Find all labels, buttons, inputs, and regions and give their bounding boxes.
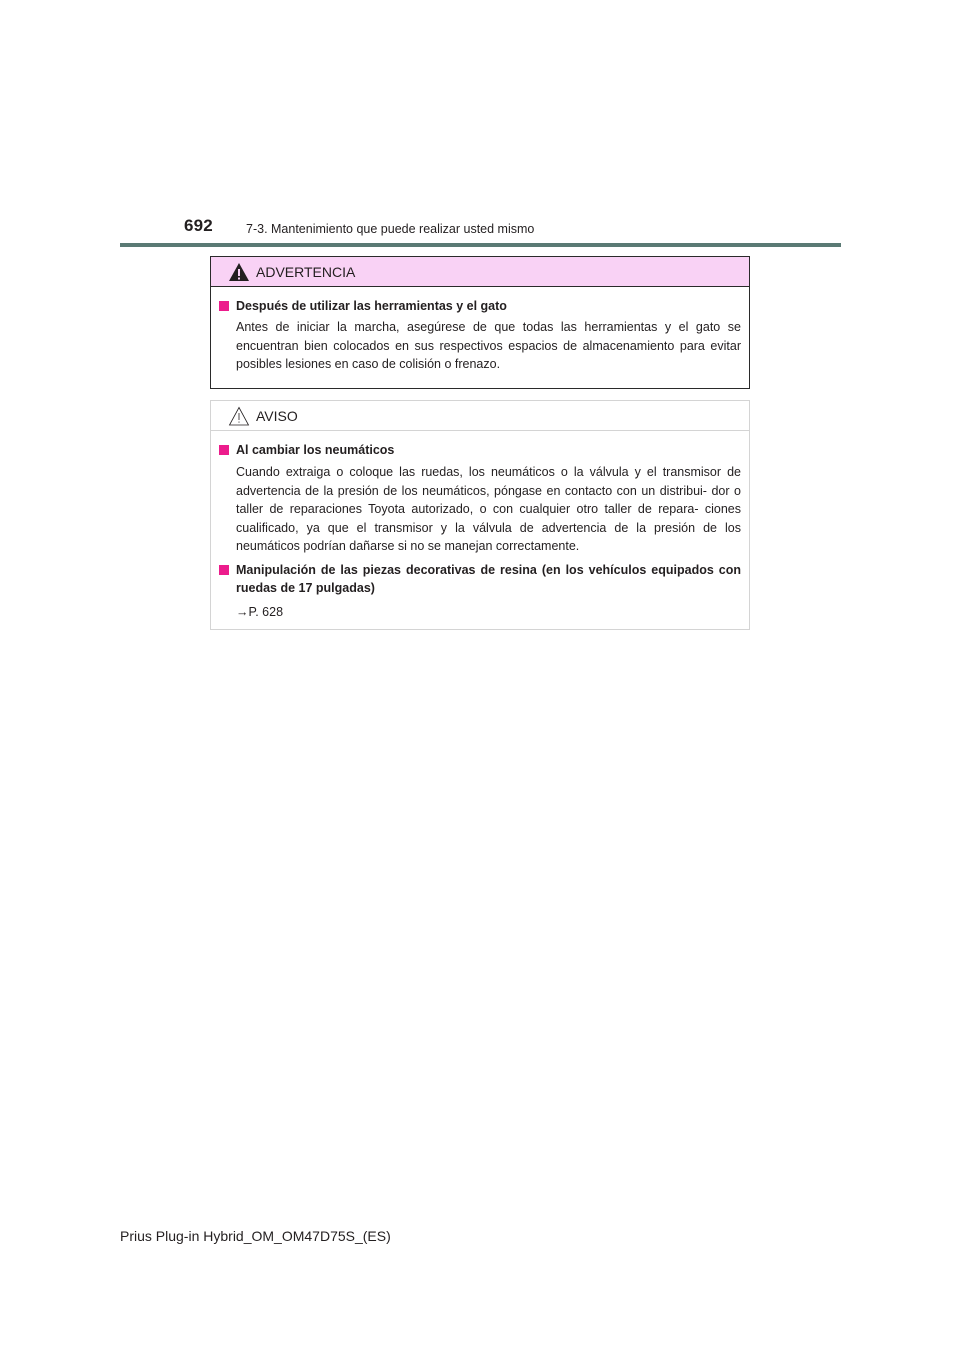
page-reference-link[interactable]: →P. 628 xyxy=(236,604,284,619)
notice-item-text: Cuando extraiga o coloque las ruedas, los neumáticos o la válvula y el transmisor de advertencia de la presión de los neumáticos, póngase en contacto con un distribui- dor o taller de reparaciones Toyota autorizado, o con cualquier otro taller de repara- ciones cualificado, ya que el transmisor y la válvula de advertencia de la presión de los neumáticos podrían dañarse si no se manejan correctamente. xyxy=(236,465,741,553)
warning-box xyxy=(210,256,750,389)
notice-box xyxy=(210,400,750,630)
section-title: 7-3. Mantenimiento que puede realizar usted mismo xyxy=(246,222,535,236)
notice-item-title: Manipulación de las piezas decorativas de resina (en los vehículos equipados con ruedas de 17 pulgadas) xyxy=(219,561,741,597)
warning-filled-triangle-icon xyxy=(228,262,250,282)
warning-outline-triangle-icon xyxy=(228,406,250,426)
warning-box-header xyxy=(211,257,749,287)
warning-box-body xyxy=(211,287,749,374)
notice-box-body xyxy=(211,431,749,621)
notice-item-title: Al cambiar los neumáticos xyxy=(219,441,741,459)
notice-box-header xyxy=(211,401,749,431)
warning-item-title: Después de utilizar las herramientas y el gato xyxy=(219,297,741,315)
page-number: 692 xyxy=(184,216,213,235)
square-bullet-icon xyxy=(219,565,229,575)
warning-box-title: ADVERTENCIA xyxy=(256,263,356,280)
header-divider xyxy=(120,243,841,247)
notice-box-title: AVISO xyxy=(256,407,298,424)
footer-document-id: Prius Plug-in Hybrid_OM_OM47D75S_(ES) xyxy=(120,1228,391,1244)
square-bullet-icon xyxy=(219,445,229,455)
warning-item-text: Antes de iniciar la marcha, asegúrese de que todas las herramientas y el gato se encuentran bien colocados en sus respectivos espacios de almacenamiento para evitar posibles lesiones en caso de colisión o frenazo. xyxy=(236,320,741,371)
square-bullet-icon xyxy=(219,301,229,311)
